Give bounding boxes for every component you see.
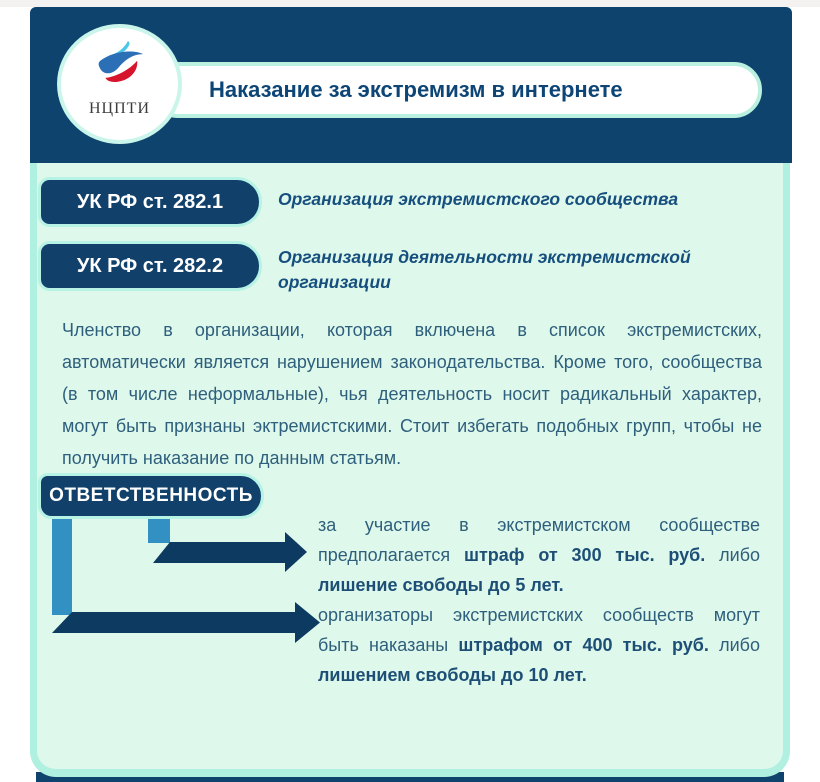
item-text: за участие в экстремистском сообществе предполагается (318, 515, 760, 566)
arrow-right-icon-upper (153, 532, 307, 572)
title-pill (150, 62, 762, 118)
article-code-pill-282-1 (38, 177, 262, 227)
arrow-right-icon-lower (52, 602, 320, 643)
item-penalty-fine: штраф от 300 тыс. руб. (463, 545, 706, 566)
item-text: организаторы экстремистских сообществ могут быть наказаны (318, 605, 760, 656)
connector-bar-short (148, 519, 170, 543)
responsibility-label-pill (38, 473, 264, 519)
logo-label: НЦПТИ (89, 100, 150, 117)
connector-bar-long (52, 519, 72, 615)
article-code-pill-282-2 (38, 241, 262, 291)
top-margin-strip (0, 0, 820, 7)
item-text: либо (705, 545, 761, 566)
article-description-282-2: Организация деятельности экстремистской организации (278, 247, 691, 293)
item-penalty-fine: штрафом от 400 тыс. руб. (458, 635, 709, 656)
flow-arrows-diagram (30, 519, 330, 649)
responsibility-label: ОТВЕТСТВЕННОСТЬ (49, 485, 253, 506)
logo-swoosh-icon (87, 38, 153, 98)
item-text: либо (708, 635, 760, 656)
article-code-label: УК РФ ст. 282.2 (76, 254, 224, 277)
page-title: Наказание за экстремизм в интернете (209, 77, 623, 102)
body-paragraph: Членство в организации, которая включена в список экстремистских, автоматически является нарушением законодательства. Кроме того, сообщества (в том числе неформальные), чья деятельность носит радикальный характер, могут быть признаны эктремистскими. Стоит избегать подобных групп, чтобы не получить наказание по данным статьям. (62, 320, 762, 469)
responsibility-item-2 (318, 600, 760, 690)
article-description-282-1: Организация экстремистского сообщества (278, 189, 679, 209)
item-penalty-prison: лишение свободы до 5 лет. (318, 575, 564, 596)
item-penalty-prison: лишением свободы до 10 лет. (318, 665, 587, 686)
ncpti-logo (57, 24, 182, 144)
article-code-label: УК РФ ст. 282.1 (76, 190, 224, 213)
responsibility-item-1 (318, 510, 760, 600)
